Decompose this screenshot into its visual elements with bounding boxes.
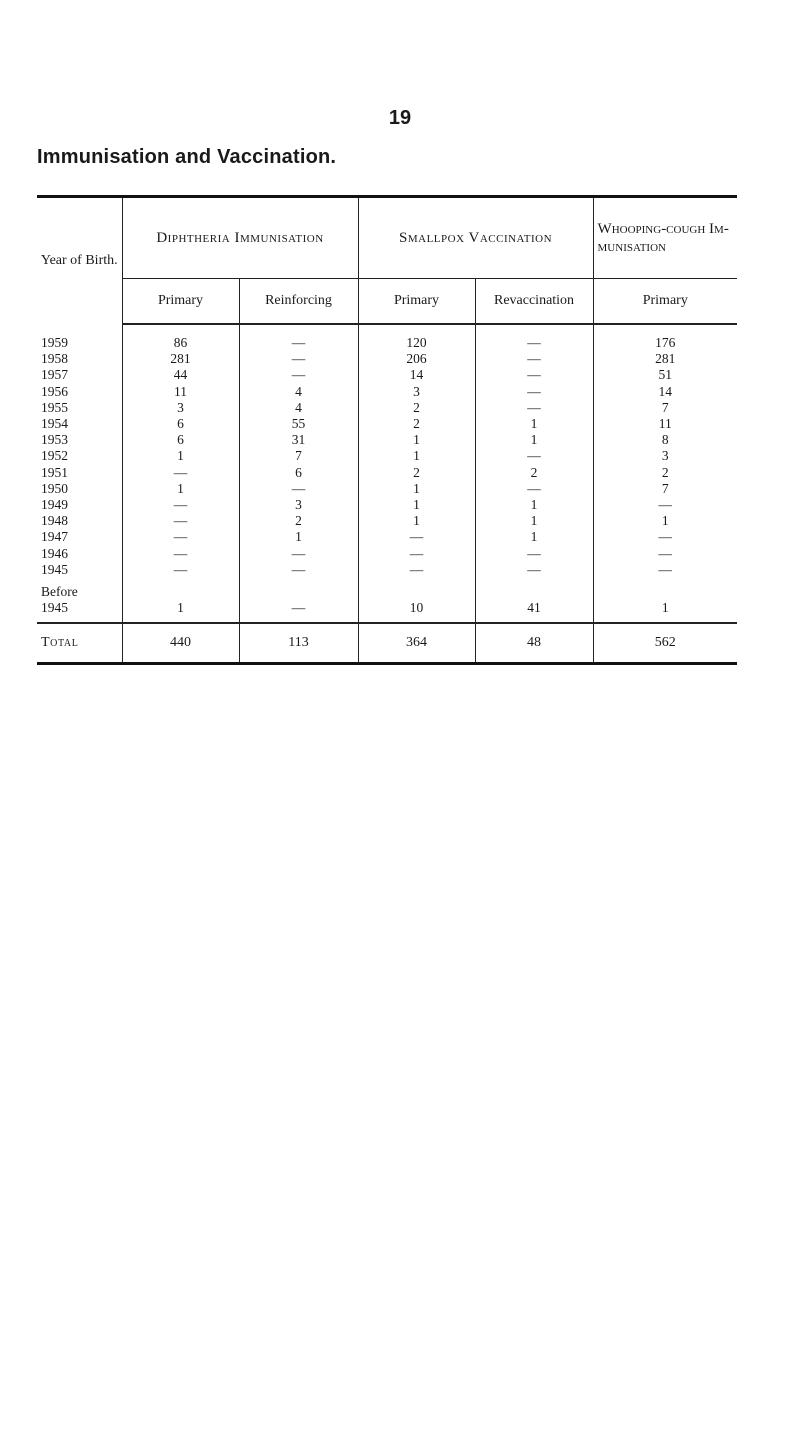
spacer-cell: [593, 616, 737, 623]
diphtheria-primary-cell: 3: [122, 400, 239, 416]
diphtheria-primary-cell: 6: [122, 432, 239, 448]
diphtheria-primary-cell: —: [122, 562, 239, 578]
whooping-cough-primary-cell: —: [658, 529, 673, 545]
year-cell: 1949: [37, 497, 122, 513]
before-year-cell: 1945: [37, 600, 122, 616]
smallpox-primary-cell: —: [358, 546, 475, 562]
year-cell: 1955: [37, 400, 122, 416]
year-of-birth-header: Year of Birth.: [37, 197, 122, 325]
table-row: [37, 546, 737, 562]
diphtheria-reinforcing-cell: —: [239, 351, 358, 367]
smallpox-primary-cell: 120: [358, 324, 475, 351]
diphtheria-reinforcing-cell: 7: [239, 448, 358, 464]
year-cell: 1945: [37, 562, 122, 578]
diphtheria-primary-cell: 1: [122, 481, 239, 497]
table-row: [37, 384, 737, 400]
diphtheria-reinforcing-cell: —: [239, 324, 358, 351]
smallpox-primary-cell: —: [358, 529, 475, 545]
diphtheria-primary-cell: 6: [122, 416, 239, 432]
year-cell: 1954: [37, 416, 122, 432]
diphtheria-reinforcing-cell: 55: [239, 416, 358, 432]
whooping-cough-primary-cell: 7: [661, 480, 669, 496]
diphtheria-primary-cell: 281: [122, 351, 239, 367]
smallpox-revaccination-cell: —: [475, 562, 593, 578]
diphtheria-group-header: Diphtheria Immunisation: [122, 197, 358, 279]
smallpox-revaccination-cell: —: [475, 367, 593, 383]
smallpox-revaccination-cell: —: [475, 448, 593, 464]
table-row: [37, 351, 737, 367]
diphtheria-primary-cell: —: [122, 529, 239, 545]
smallpox-primary-cell: 2: [358, 416, 475, 432]
table-row: [37, 367, 737, 383]
whooping-cough-primary-cell: 3: [661, 448, 669, 464]
whooping-cough-primary-cell: 1: [661, 600, 669, 616]
table-row: [37, 448, 737, 464]
table-row: [37, 481, 737, 497]
smallpox-revaccination-cell: 1: [475, 513, 593, 529]
smallpox-primary-cell: 1: [358, 481, 475, 497]
total-whooping-cough-primary: 562: [593, 623, 737, 664]
year-cell: 1947: [37, 529, 122, 545]
smallpox-revaccination-cell: —: [475, 351, 593, 367]
diphtheria-primary-cell: 1: [122, 600, 239, 616]
before-label: Before: [37, 584, 122, 600]
smallpox-revaccination-cell: —: [475, 324, 593, 351]
smallpox-revaccination-cell: 41: [475, 600, 593, 616]
diphtheria-primary-cell: —: [122, 497, 239, 513]
smallpox-primary-header: Primary: [358, 279, 475, 325]
diphtheria-reinforcing-cell: —: [239, 600, 358, 616]
smallpox-primary-cell: 206: [358, 351, 475, 367]
smallpox-revaccination-cell: —: [475, 384, 593, 400]
spacer-cell: [37, 616, 122, 623]
diphtheria-reinforcing-cell: 31: [239, 432, 358, 448]
group-header-row: [37, 197, 737, 279]
diphtheria-reinforcing-cell: 4: [239, 400, 358, 416]
page-title: Immunisation and Vaccination.: [37, 146, 337, 168]
before-1945-row: [37, 600, 737, 616]
diphtheria-primary-cell: 1: [122, 448, 239, 464]
empty-cell: [122, 584, 239, 600]
table-body: [37, 324, 737, 578]
year-cell: 1956: [37, 384, 122, 400]
smallpox-primary-cell: —: [358, 562, 475, 578]
whooping-cough-group-header: Whooping-cough Im-munisation: [593, 197, 737, 279]
smallpox-revaccination-cell: 1: [475, 416, 593, 432]
total-diphtheria-reinforcing: 113: [239, 623, 358, 664]
smallpox-primary-cell: 14: [358, 367, 475, 383]
table-row: [37, 432, 737, 448]
diphtheria-reinforcing-cell: 6: [239, 465, 358, 481]
smallpox-primary-cell: 1: [358, 448, 475, 464]
year-cell: 1953: [37, 432, 122, 448]
smallpox-primary-cell: 10: [358, 600, 475, 616]
page-number: 19: [388, 107, 412, 129]
smallpox-primary-cell: 1: [358, 432, 475, 448]
subheader-row: [37, 279, 737, 325]
smallpox-primary-cell: 2: [358, 400, 475, 416]
diphtheria-reinforcing-cell: —: [239, 546, 358, 562]
smallpox-primary-cell: 1: [358, 497, 475, 513]
total-row: [37, 623, 737, 664]
diphtheria-reinforcing-cell: 2: [239, 513, 358, 529]
diphtheria-reinforcing-header: Reinforcing: [239, 279, 358, 325]
year-cell: 1950: [37, 481, 122, 497]
whooping-cough-primary-cell: 281: [655, 351, 676, 367]
smallpox-revaccination-cell: —: [475, 481, 593, 497]
diphtheria-reinforcing-cell: —: [239, 481, 358, 497]
immunisation-table-wrapper: [37, 195, 737, 665]
diphtheria-primary-cell: —: [122, 513, 239, 529]
empty-cell: [593, 584, 737, 600]
table-row: [37, 497, 737, 513]
diphtheria-reinforcing-cell: 1: [239, 529, 358, 545]
smallpox-revaccination-header: Revaccination: [475, 279, 593, 325]
whooping-cough-primary-cell: 1: [661, 513, 669, 529]
spacer-row: [37, 616, 737, 623]
smallpox-revaccination-cell: 1: [475, 497, 593, 513]
smallpox-revaccination-cell: 2: [475, 465, 593, 481]
table-row: [37, 465, 737, 481]
whooping-cough-primary-header: Primary: [593, 279, 737, 325]
immunisation-table: [37, 195, 737, 665]
smallpox-primary-cell: 1: [358, 513, 475, 529]
smallpox-revaccination-cell: —: [475, 400, 593, 416]
table-row: [37, 324, 737, 351]
diphtheria-primary-header: Primary: [122, 279, 239, 325]
spacer-cell: [239, 616, 358, 623]
table-row: [37, 562, 737, 578]
empty-cell: [475, 584, 593, 600]
year-cell: 1948: [37, 513, 122, 529]
diphtheria-reinforcing-cell: 3: [239, 497, 358, 513]
spacer-cell: [358, 616, 475, 623]
whooping-cough-primary-cell: 14: [658, 383, 673, 399]
year-cell: 1946: [37, 546, 122, 562]
total-label: Total: [37, 623, 122, 664]
diphtheria-primary-cell: —: [122, 465, 239, 481]
whooping-cough-primary-cell: 176: [655, 335, 676, 350]
empty-cell: [358, 584, 475, 600]
whooping-cough-primary-cell: 2: [661, 464, 669, 480]
empty-cell: [239, 584, 358, 600]
table-row: [37, 416, 737, 432]
total-smallpox-revaccination: 48: [475, 623, 593, 664]
before-row-label: [37, 584, 737, 600]
diphtheria-primary-cell: —: [122, 546, 239, 562]
whooping-cough-primary-cell: —: [658, 545, 673, 561]
diphtheria-primary-cell: 44: [122, 367, 239, 383]
smallpox-revaccination-cell: 1: [475, 432, 593, 448]
whooping-cough-primary-cell: —: [658, 497, 673, 513]
diphtheria-reinforcing-cell: —: [239, 367, 358, 383]
year-cell: 1951: [37, 465, 122, 481]
total-smallpox-primary: 364: [358, 623, 475, 664]
whooping-cough-primary-cell: —: [658, 561, 673, 577]
year-cell: 1952: [37, 448, 122, 464]
year-cell: 1957: [37, 367, 122, 383]
diphtheria-reinforcing-cell: 4: [239, 384, 358, 400]
smallpox-primary-cell: 2: [358, 465, 475, 481]
smallpox-revaccination-cell: —: [475, 546, 593, 562]
diphtheria-reinforcing-cell: —: [239, 562, 358, 578]
whooping-cough-primary-cell: 11: [658, 416, 672, 432]
diphtheria-primary-cell: 86: [122, 324, 239, 351]
smallpox-primary-cell: 3: [358, 384, 475, 400]
table-row: [37, 529, 737, 545]
whooping-cough-primary-cell: 7: [661, 399, 669, 415]
table-row: [37, 513, 737, 529]
table-row: [37, 400, 737, 416]
smallpox-revaccination-cell: 1: [475, 529, 593, 545]
smallpox-group-header: Smallpox Vaccination: [358, 197, 593, 279]
year-cell: 1959: [37, 324, 122, 351]
spacer-cell: [475, 616, 593, 623]
spacer-cell: [122, 616, 239, 623]
total-diphtheria-primary: 440: [122, 623, 239, 664]
whooping-cough-primary-cell: 51: [658, 367, 673, 383]
year-cell: 1958: [37, 351, 122, 367]
whooping-cough-primary-cell: 8: [661, 432, 669, 448]
diphtheria-primary-cell: 11: [122, 384, 239, 400]
